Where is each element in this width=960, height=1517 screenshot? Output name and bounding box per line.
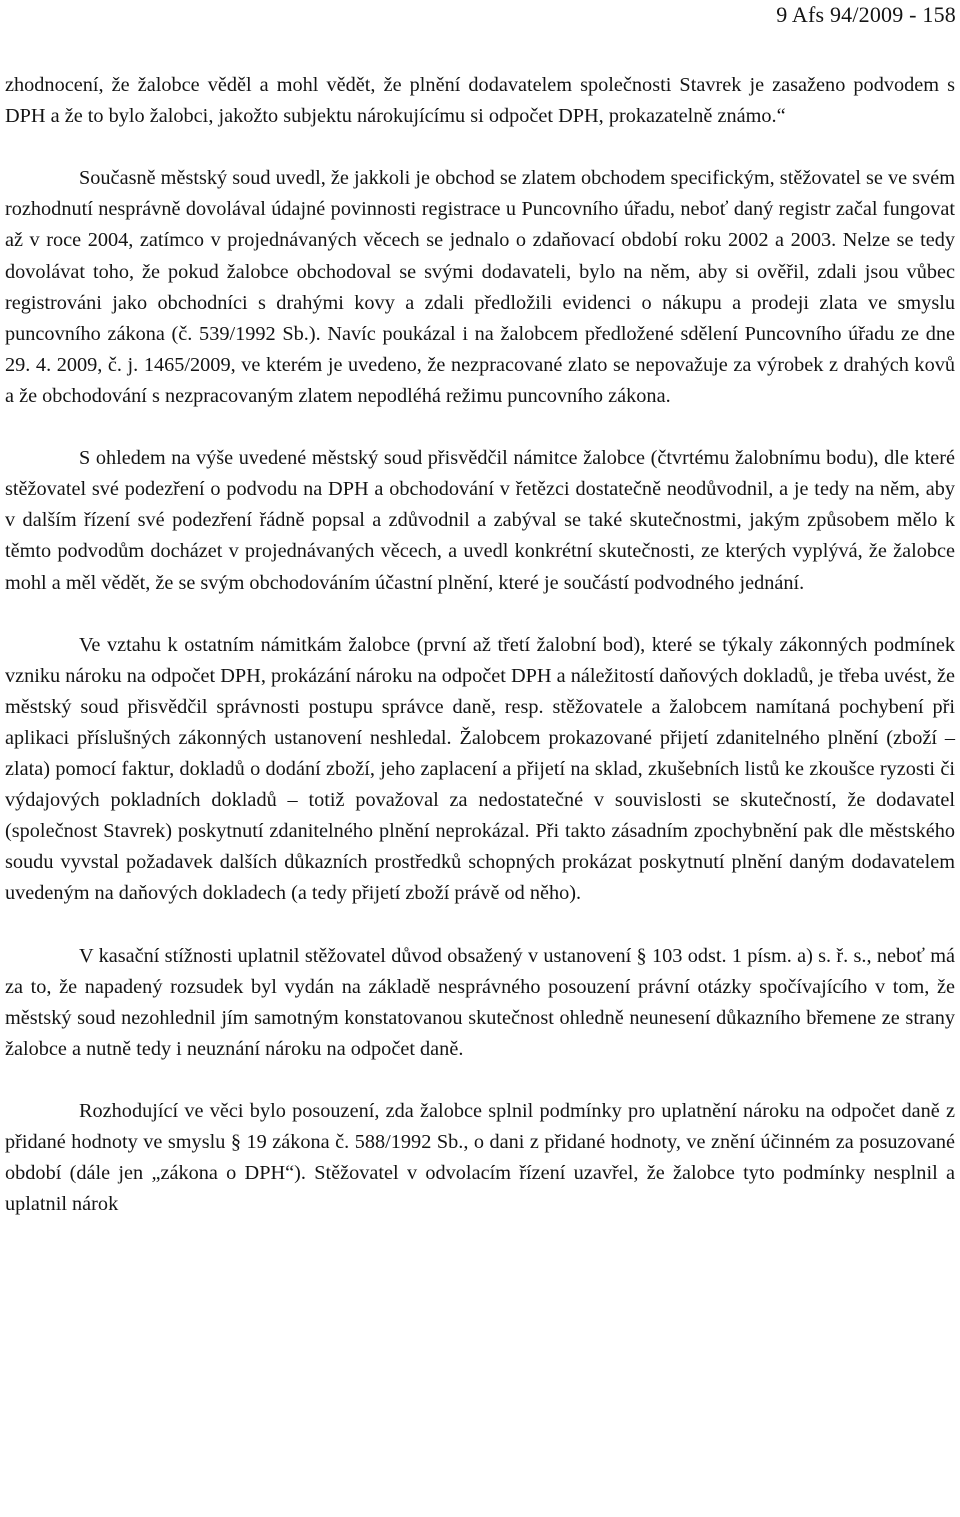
paragraph-other-objections: Ve vztahu k ostatním námitkám žalobce (první až třetí žalobní bod), které se týkaly zákonných podmínek vzniku nároku na odpočet DPH, prokázání nároku na odpočet DPH a náležitostí daňových dokladů, je třeba uvést, že městský soud přisvědčil správnosti postupu správce daně, resp. stěžovatele a žalobcem namítaná pochybení při aplikaci příslušných zákonných ustanovení neshledal. Žalobcem prokazované přijetí zdanitelného plnění (zboží – zlata) pomocí faktur, dokladů o dodání zboží, jeho zaplacení a přijetí na sklad, zkušebních listů ke zkoušce ryzosti či výdajových pokladních dokladů – totiž považoval za nedostatečné v souvislosti se skutečností, že dodavatel (společnost Stavrek) poskytnutí zdanitelného plnění neprokázal. Při takto zásadním zpochybnění pak dle městského soudu vyvstal požadavek dalších důkazních prostředků schopných prokázat poskytnutí plnění daným dodavatelem uvedeným na daňových dokladech (a tedy přijetí zboží právě od něho). [5,633,955,905]
document-body [5,70,955,1220]
paragraph-city-court-registration: Současně městský soud uvedl, že jakkoli je obchod se zlatem obchodem specifickým, stěžovatel se ve svém rozhodnutí nesprávně dovolával údajné povinnosti registrace u Puncovního úřadu, neboť daný registr začal fungovat až v roce 2004, zatímco v projednávaných věcech se jednalo o zdaňovací období roku 2002 a 2003. Nelze se tedy dovolávat toho, že pokud žalobce obchodoval se svými dodavateli, bylo na něm, aby si ověřil, zdali jsou vůbec registrováni jako obchodníci s drahými kovy a zdali předložili evidenci o nákupu a prodeji zlata ve smyslu puncovního zákona (č. 539/1992 Sb.). Navíc poukázal i na žalobcem předložené sdělení Puncovního úřadu ze dne 29. 4. 2009, č. j. 1465/2009, ve kterém je uvedeno, že nezpracované zlato se nepovažuje za výrobek z drahých kovů a že obchodování s nezpracovaným zlatem nepodléhá režimu puncovního zákona. [5,167,955,407]
paragraph-decisive-issue: Rozhodující ve věci bylo posouzení, zda žalobce splnil podmínky pro uplatnění nároku na odpočet daně z přidané hodnoty ve smyslu § 19 zákona č. 588/1992 Sb., o dani z přidané hodnoty, ve znění účinném za posuzované období (dále jen „zákona o DPH“). Stěžovatel v odvolacím řízení uzavřel, že žalobce tyto podmínky nesplnil a uplatnil nárok [5,1100,955,1216]
paragraph-cassation-complaint: V kasační stížnosti uplatnil stěžovatel důvod obsažený v ustanovení § 103 odst. 1 písm. a) s. ř. s., neboť má za to, že napadený rozsudek byl vydán na základě nesprávného posouzení právní otázky spočívajícího v tom, že městský soud nezohlednil jím samotným konstatovanou skutečnost ohledně neunesení důkazního břemene ze strany žalobce a nutně tedy i neuznání nároku na odpočet daně. [5,944,955,1060]
paragraph-continuation: zhodnocení, že žalobce věděl a mohl vědět, že plnění dodavatelem společnosti Stavrek je zasaženo podvodem s DPH a že to bylo žalobci, jakožto subjektu nárokujícímu si odpočet DPH, prokazatelně známo.“ [5,74,955,128]
paragraph-fourth-claim: S ohledem na výše uvedené městský soud přisvědčil námitce žalobce (čtvrtému žalobnímu bodu), dle které stěžovatel své podezření o podvodu na DPH a obchodování v řetězci dostatečně neodůvodnil, a je tedy na něm, aby v dalším řízení své podezření řádně popsal a zdůvodnil a zabýval se také skutečnostmi, jakým způsobem mělo k těmto podvodům docházet v projednávaných věcech, a uvedl konkrétní skutečnosti, ze kterých vyplývá, že žalobce mohl a měl vědět, že se svým obchodováním účastní plnění, které je součástí podvodného jednání. [5,447,955,594]
case-number-header: 9 Afs 94/2009 - 158 [776,2,956,27]
